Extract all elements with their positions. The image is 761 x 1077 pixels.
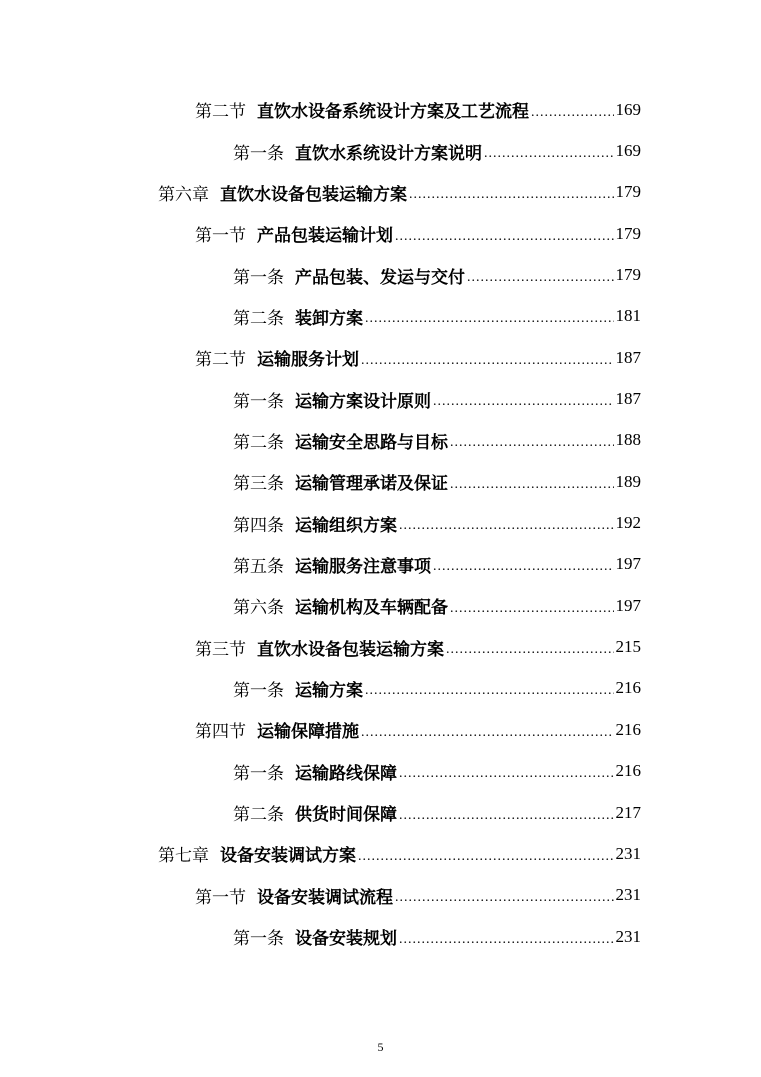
toc-entry[interactable] (0, 709, 761, 750)
toc-entry-page: 197 (615, 595, 641, 615)
dot-leader (433, 394, 614, 410)
dot-leader (395, 229, 614, 245)
toc-entry-number: 第一条 (233, 267, 284, 287)
dot-leader (395, 890, 614, 906)
toc-entry-number: 第一节 (195, 226, 246, 246)
toc-entry-title: 直饮水设备系统设计方案及工艺流程 (257, 102, 529, 122)
dot-leader (358, 849, 614, 865)
dot-leader (399, 808, 614, 824)
toc-entry[interactable] (0, 626, 761, 667)
toc-entry-page: 197 (615, 554, 641, 574)
toc-entry[interactable] (0, 792, 761, 833)
toc-entry[interactable] (0, 172, 761, 213)
toc-entry-page: 179 (615, 223, 641, 243)
toc-entry[interactable] (0, 420, 761, 461)
toc-entry-page: 192 (615, 513, 641, 533)
toc-entry-title: 运输路线保障 (295, 763, 397, 783)
toc-entry-title: 运输方案设计原则 (295, 391, 431, 411)
toc-entry-page: 179 (615, 182, 641, 202)
toc-entry-page: 216 (615, 761, 641, 781)
toc-entry[interactable] (0, 461, 761, 502)
toc-entry-number: 第四条 (233, 515, 284, 535)
toc-entry[interactable] (0, 668, 761, 709)
dot-leader (409, 187, 614, 203)
toc-entry-title: 运输管理承诺及保证 (295, 474, 448, 494)
toc-entry-title: 产品包装运输计划 (257, 226, 393, 246)
table-of-contents (0, 89, 761, 957)
toc-entry-title: 直饮水设备包装运输方案 (257, 639, 444, 659)
toc-entry[interactable] (0, 213, 761, 254)
page-number: 5 (377, 1040, 384, 1054)
toc-entry-title: 供货时间保障 (295, 805, 397, 825)
toc-entry-page: 181 (615, 306, 641, 326)
dot-leader (484, 146, 614, 162)
toc-entry-page: 216 (615, 678, 641, 698)
toc-entry-number: 第五条 (233, 556, 284, 576)
toc-entry[interactable] (0, 544, 761, 585)
toc-entry-number: 第三条 (233, 474, 284, 494)
dot-leader (450, 601, 614, 617)
toc-entry-page: 189 (615, 471, 641, 491)
toc-entry[interactable] (0, 378, 761, 419)
toc-entry-title: 运输服务注意事项 (295, 556, 431, 576)
toc-entry-number: 第三节 (195, 639, 246, 659)
toc-entry[interactable] (0, 337, 761, 378)
toc-entry-page: 187 (615, 389, 641, 409)
toc-entry[interactable] (0, 833, 761, 874)
dot-leader (450, 435, 614, 451)
toc-entry[interactable] (0, 751, 761, 792)
toc-entry-number: 第四节 (195, 722, 246, 742)
toc-entry-title: 运输组织方案 (295, 515, 397, 535)
toc-entry-number: 第二节 (195, 102, 246, 122)
toc-entry-number: 第七章 (158, 846, 209, 866)
toc-entry[interactable] (0, 502, 761, 543)
dot-leader (399, 932, 614, 948)
toc-entry-page: 169 (615, 141, 641, 161)
toc-entry-title: 设备安装调试流程 (257, 887, 393, 907)
toc-entry-title: 直饮水设备包装运输方案 (220, 184, 407, 204)
toc-entry-page: 187 (615, 347, 641, 367)
toc-entry-page: 231 (615, 926, 641, 946)
toc-entry-page: 179 (615, 265, 641, 285)
dot-leader (467, 270, 614, 286)
toc-entry-number: 第一条 (233, 680, 284, 700)
dot-leader (531, 105, 614, 121)
dot-leader (361, 353, 614, 369)
toc-entry-number: 第二条 (233, 308, 284, 328)
toc-entry-number: 第一条 (233, 143, 284, 163)
toc-entry-title: 产品包装、发运与交付 (295, 267, 465, 287)
toc-entry-number: 第二条 (233, 805, 284, 825)
toc-entry-title: 运输保障措施 (257, 722, 359, 742)
toc-entry[interactable] (0, 296, 761, 337)
toc-entry-number: 第二条 (233, 432, 284, 452)
dot-leader (365, 683, 614, 699)
toc-entry-number: 第一条 (233, 391, 284, 411)
toc-entry-title: 设备安装规划 (295, 929, 397, 949)
toc-entry-page: 215 (615, 637, 641, 657)
toc-entry-page: 217 (615, 802, 641, 822)
toc-entry-title: 运输方案 (295, 680, 363, 700)
dot-leader (433, 559, 614, 575)
toc-entry-page: 231 (615, 885, 641, 905)
toc-entry-number: 第六章 (158, 184, 209, 204)
toc-entry[interactable] (0, 254, 761, 295)
toc-entry-title: 运输服务计划 (257, 350, 359, 370)
toc-entry-title: 运输安全思路与目标 (295, 432, 448, 452)
dot-leader (446, 642, 614, 658)
toc-entry[interactable] (0, 916, 761, 957)
toc-entry-number: 第一条 (233, 763, 284, 783)
dot-leader (450, 477, 614, 493)
toc-entry-number: 第一节 (195, 887, 246, 907)
toc-entry[interactable] (0, 89, 761, 130)
toc-entry-title: 设备安装调试方案 (220, 846, 356, 866)
dot-leader (399, 766, 614, 782)
toc-entry[interactable] (0, 875, 761, 916)
toc-entry[interactable] (0, 585, 761, 626)
toc-entry[interactable] (0, 130, 761, 171)
dot-leader (361, 725, 614, 741)
toc-entry-page: 216 (615, 719, 641, 739)
dot-leader (399, 518, 614, 534)
toc-entry-page: 169 (615, 99, 641, 119)
toc-entry-title: 直饮水系统设计方案说明 (295, 143, 482, 163)
toc-entry-number: 第二节 (195, 350, 246, 370)
toc-entry-number: 第一条 (233, 929, 284, 949)
toc-entry-title: 装卸方案 (295, 308, 363, 328)
dot-leader (365, 311, 614, 327)
toc-entry-title: 运输机构及车辆配备 (295, 598, 448, 618)
toc-entry-number: 第六条 (233, 598, 284, 618)
toc-entry-page: 231 (615, 843, 641, 863)
toc-entry-page: 188 (615, 430, 641, 450)
